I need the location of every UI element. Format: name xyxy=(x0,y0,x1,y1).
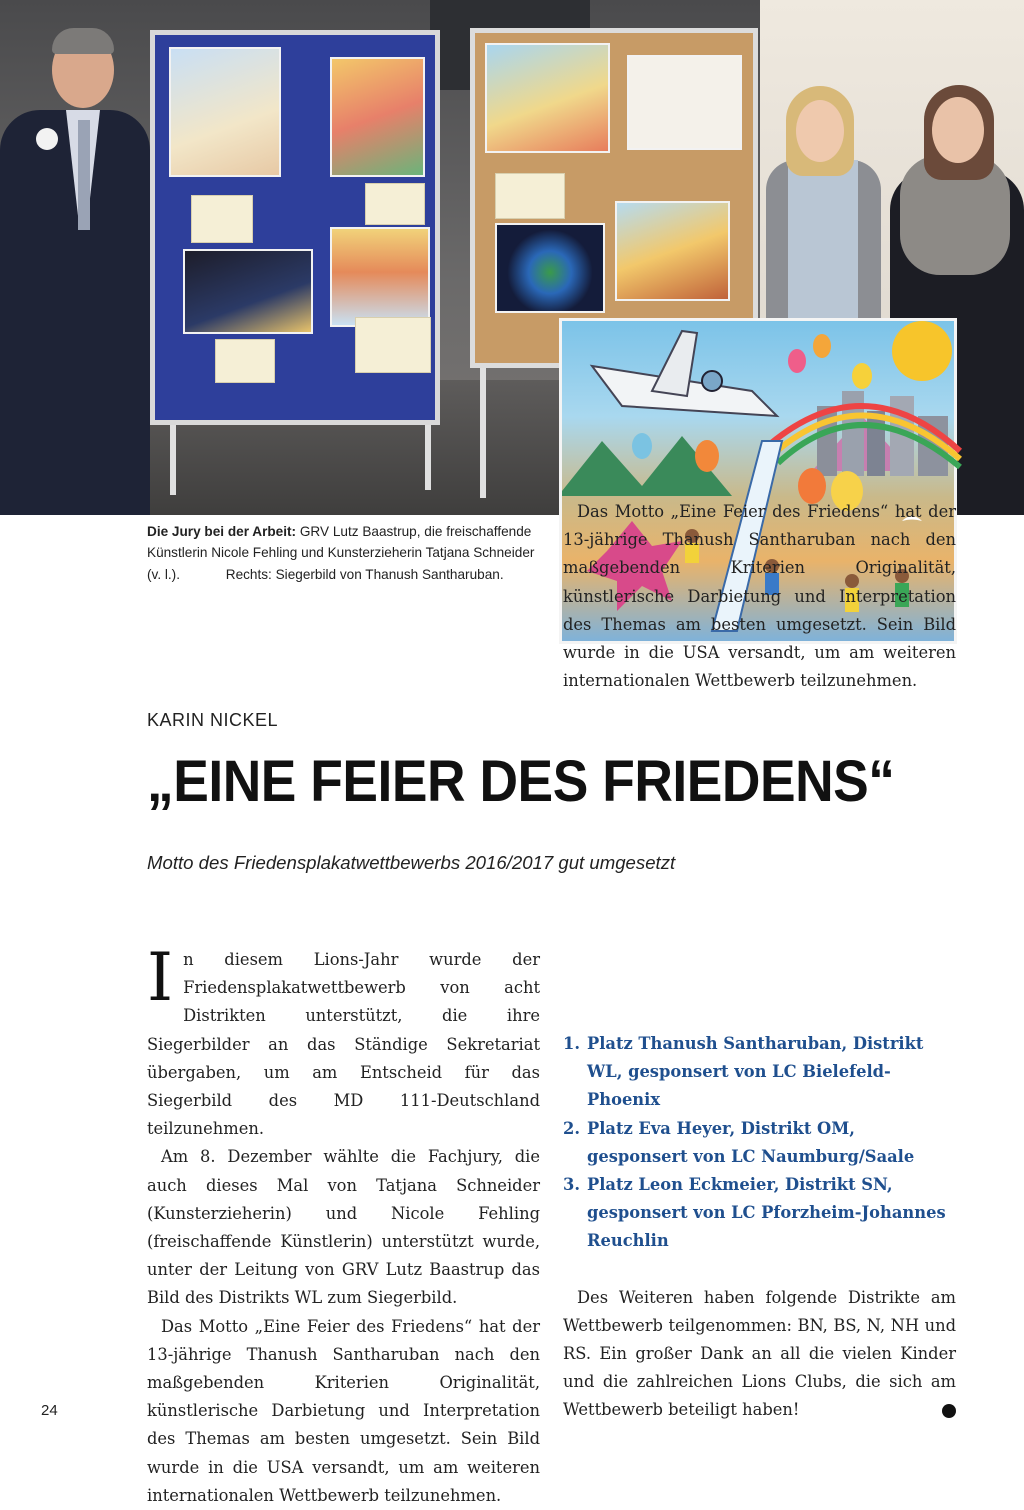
blue-display-board xyxy=(150,30,440,425)
paragraph-3: Das Motto „Eine Feier des Friedens“ hat der 13-jährige Thanush Santharuban nach den maßgebenden Kriterien Originalität, künstlerische Darbietung und Interpretation des Themas am besten umgesetzt. Sein Bild wurde in die USA versandt, um am weiteren internationalen Wettbewerb teilzunehmen. xyxy=(147,1316,540,1505)
ranking-number: 3. xyxy=(563,1175,580,1195)
ranking-text: Platz Thanush Santharuban, Distrikt WL, gesponsert von LC Bielefeld-Phoenix xyxy=(587,1034,924,1110)
page-number: 24 xyxy=(41,1402,58,1419)
body-column-left xyxy=(147,939,540,1505)
poster xyxy=(485,43,610,153)
cork-display-board xyxy=(470,28,758,368)
photo-caption xyxy=(147,521,545,585)
article-title: „EINE FEIER DES FRIEDENS“ xyxy=(147,749,895,814)
ranking-item xyxy=(563,1030,956,1115)
author-name: KARIN NICKEL xyxy=(147,710,279,730)
paragraph-2: Am 8. Dezember wählte die Fachjury, die auch dieses Mal von Tatjana Schneider (Kunsterzieherin) und Nicole Fehling (freischaffende Künstlerin) unterstützt wurde, unter der Leitung von GRV Lutz Baastrup das Bild des Distrikts WL zum Siegerbild. xyxy=(147,1147,540,1308)
ranking-text: Platz Eva Heyer, Distrikt OM, gesponsert von LC Naumburg/Saale xyxy=(587,1118,915,1166)
label-card xyxy=(365,183,425,225)
ranking-number: 2. xyxy=(563,1118,580,1138)
paragraph-4 xyxy=(563,1284,962,1425)
person-lutz-baastrup xyxy=(0,90,150,515)
paragraph-intro xyxy=(147,939,540,1143)
board-leg xyxy=(425,425,431,490)
ranking-number: 1. xyxy=(563,1034,580,1053)
label-card xyxy=(355,317,431,373)
ranking-text: Platz Leon Eckmeier, Distrikt SN, gesponsert von LC Pforzheim-Johannes Reuchlin xyxy=(587,1175,946,1251)
label-card xyxy=(191,195,253,243)
spacer xyxy=(563,1256,956,1284)
caption-text: GRV Lutz Baastrup, die freischaffende Künstlerin Nicole Fehling und Kunsterzieherin Tatjana Schneider (v. l.). xyxy=(147,524,535,582)
poster xyxy=(330,57,425,177)
drop-cap: I xyxy=(147,939,174,1016)
body-column-right xyxy=(563,502,962,1425)
paragraph-4-text: Des Weiteren haben folgende Distrikte am Wettbewerb teilgenommen: BN, BS, N, NH und RS. Ein großer Dank an all die vielen Kinder und die zahlreichen Lions Clubs, die sich am Wettbewerb beteiligt haben! xyxy=(563,1287,956,1420)
ranking-item xyxy=(563,1115,956,1171)
poster xyxy=(627,55,742,150)
label-card xyxy=(215,339,275,383)
poster xyxy=(615,201,730,301)
ranking-list xyxy=(563,1030,956,1256)
board-leg xyxy=(170,425,176,495)
paragraph-3-continued-text: Das Motto „Eine Feier des Friedens“ hat der 13-jährige Thanush Santharuban nach den maßgebenden Kriterien Originalität, künstlerische Darbietung und Interpretation des Themas am besten umgesetzt. Sein Bild wurde in die USA versandt, um am weiteren internationalen Wettbewerb teilzunehmen. xyxy=(563,502,956,691)
label-card xyxy=(495,173,565,219)
lions-end-mark-icon: L xyxy=(942,1404,956,1418)
paragraph-3-continued xyxy=(563,502,956,1030)
ranking-item xyxy=(563,1171,956,1256)
poster xyxy=(169,47,281,177)
poster xyxy=(330,227,430,327)
paragraph-1-text: n diesem Lions-Jahr wurde der Friedensplakatwettbewerb von acht Distrikten unterstützt, die ihre Siegerbilder an das Ständige Sekretariat übergaben, um am Entscheid für das Siegerbild des MD 111-Deutschland teilzunehmen. xyxy=(147,950,540,1139)
poster xyxy=(495,223,605,313)
board-leg xyxy=(480,368,486,498)
caption-lead: Die Jury bei der Arbeit: xyxy=(147,524,297,539)
caption-right-note: Rechts: Siegerbild von Thanush Santharuban. xyxy=(225,566,504,582)
article-subtitle: Motto des Friedensplakatwettbewerbs 2016/2017 gut umgesetzt xyxy=(147,852,676,873)
poster xyxy=(183,249,313,334)
